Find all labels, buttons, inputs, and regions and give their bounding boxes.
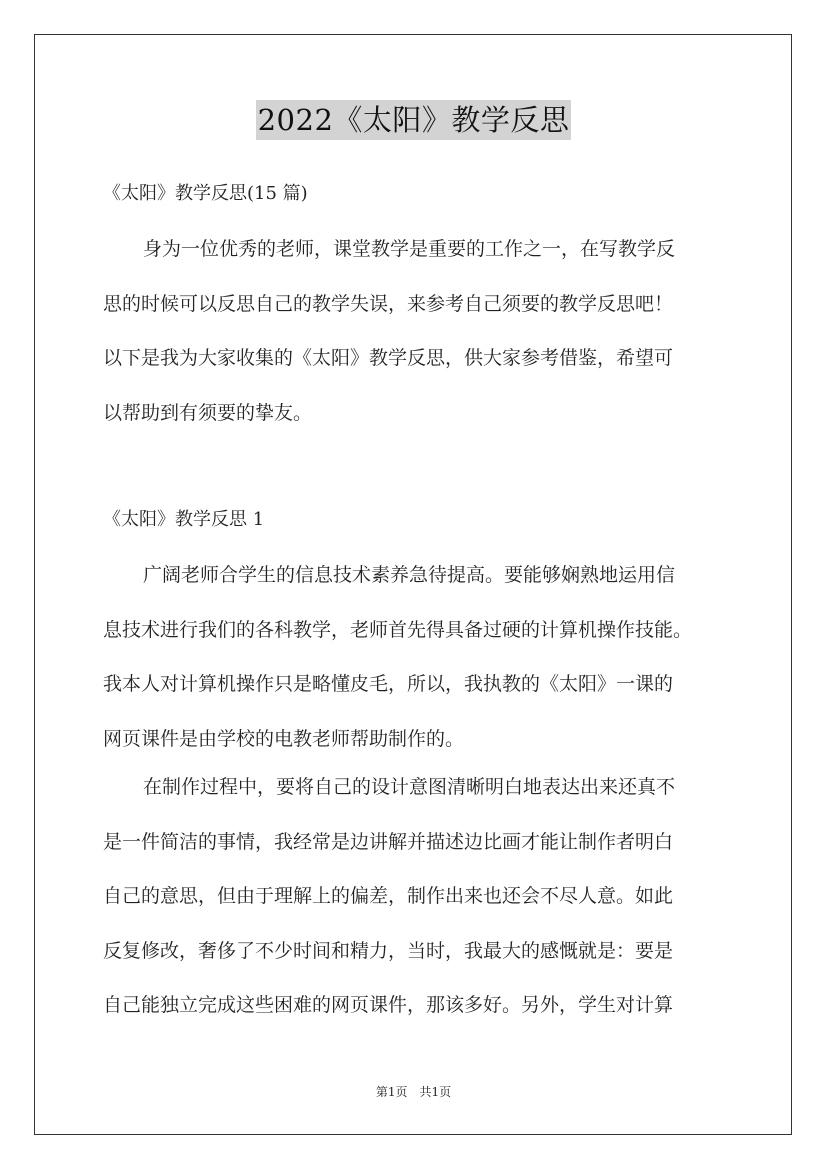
intro-line: 以下是我为大家收集的《太阳》教学反思，供大家参考借鉴，希望可: [103, 347, 674, 370]
document-title[interactable]: 2022《太阳》教学反思: [256, 100, 572, 140]
paragraph-line: 是一件简洁的事情，我经常是边讲解并描述边比画才能让制作者明白: [103, 830, 674, 853]
paragraph-line: 我本人对计算机操作只是略懂皮毛，所以，我执教的《太阳》一课的: [103, 673, 674, 696]
paragraph-line: 网页课件是由学校的电教老师帮助制作的。: [103, 727, 465, 750]
section-heading[interactable]: 《太阳》教学反思 1: [103, 509, 265, 530]
intro-line: 身为一位优秀的老师，课堂教学是重要的工作之一，在写教学反: [143, 238, 676, 260]
paragraph-line: 自己的意思，但由于理解上的偏差，制作出来也还会不尽人意。如此: [103, 885, 674, 908]
intro-line: 思的时候可以反思自己的教学失误，来参考自己须要的教学反思吧！: [103, 292, 674, 315]
section-paragraph-1[interactable]: [103, 548, 728, 766]
paragraph-line: 在制作过程中，要将自己的设计意图清晰明白地表达出来还真不: [143, 776, 676, 798]
paragraph-line: 息技术进行我们的各科教学，老师首先得具备过硬的计算机操作技能。: [103, 618, 693, 641]
paragraph-line: 反复修改，奢侈了不少时间和精力，当时，我最大的感慨就是：要是: [103, 939, 674, 962]
section-paragraph-2[interactable]: [103, 760, 728, 1033]
intro-line: 以帮助到有须要的挚友。: [103, 401, 313, 424]
document-subtitle[interactable]: 《太阳》教学反思(15 篇): [103, 183, 308, 204]
intro-paragraph[interactable]: [103, 222, 728, 440]
page-number-footer: 第1页 共1页: [375, 1085, 452, 1099]
title-container: [0, 100, 827, 140]
paragraph-line: 广阔老师合学生的信息技术素养急待提高。要能够娴熟地运用信: [143, 564, 676, 586]
paragraph-line: 自己能独立完成这些困难的网页课件，那该多好。另外，学生对计算: [103, 994, 674, 1017]
